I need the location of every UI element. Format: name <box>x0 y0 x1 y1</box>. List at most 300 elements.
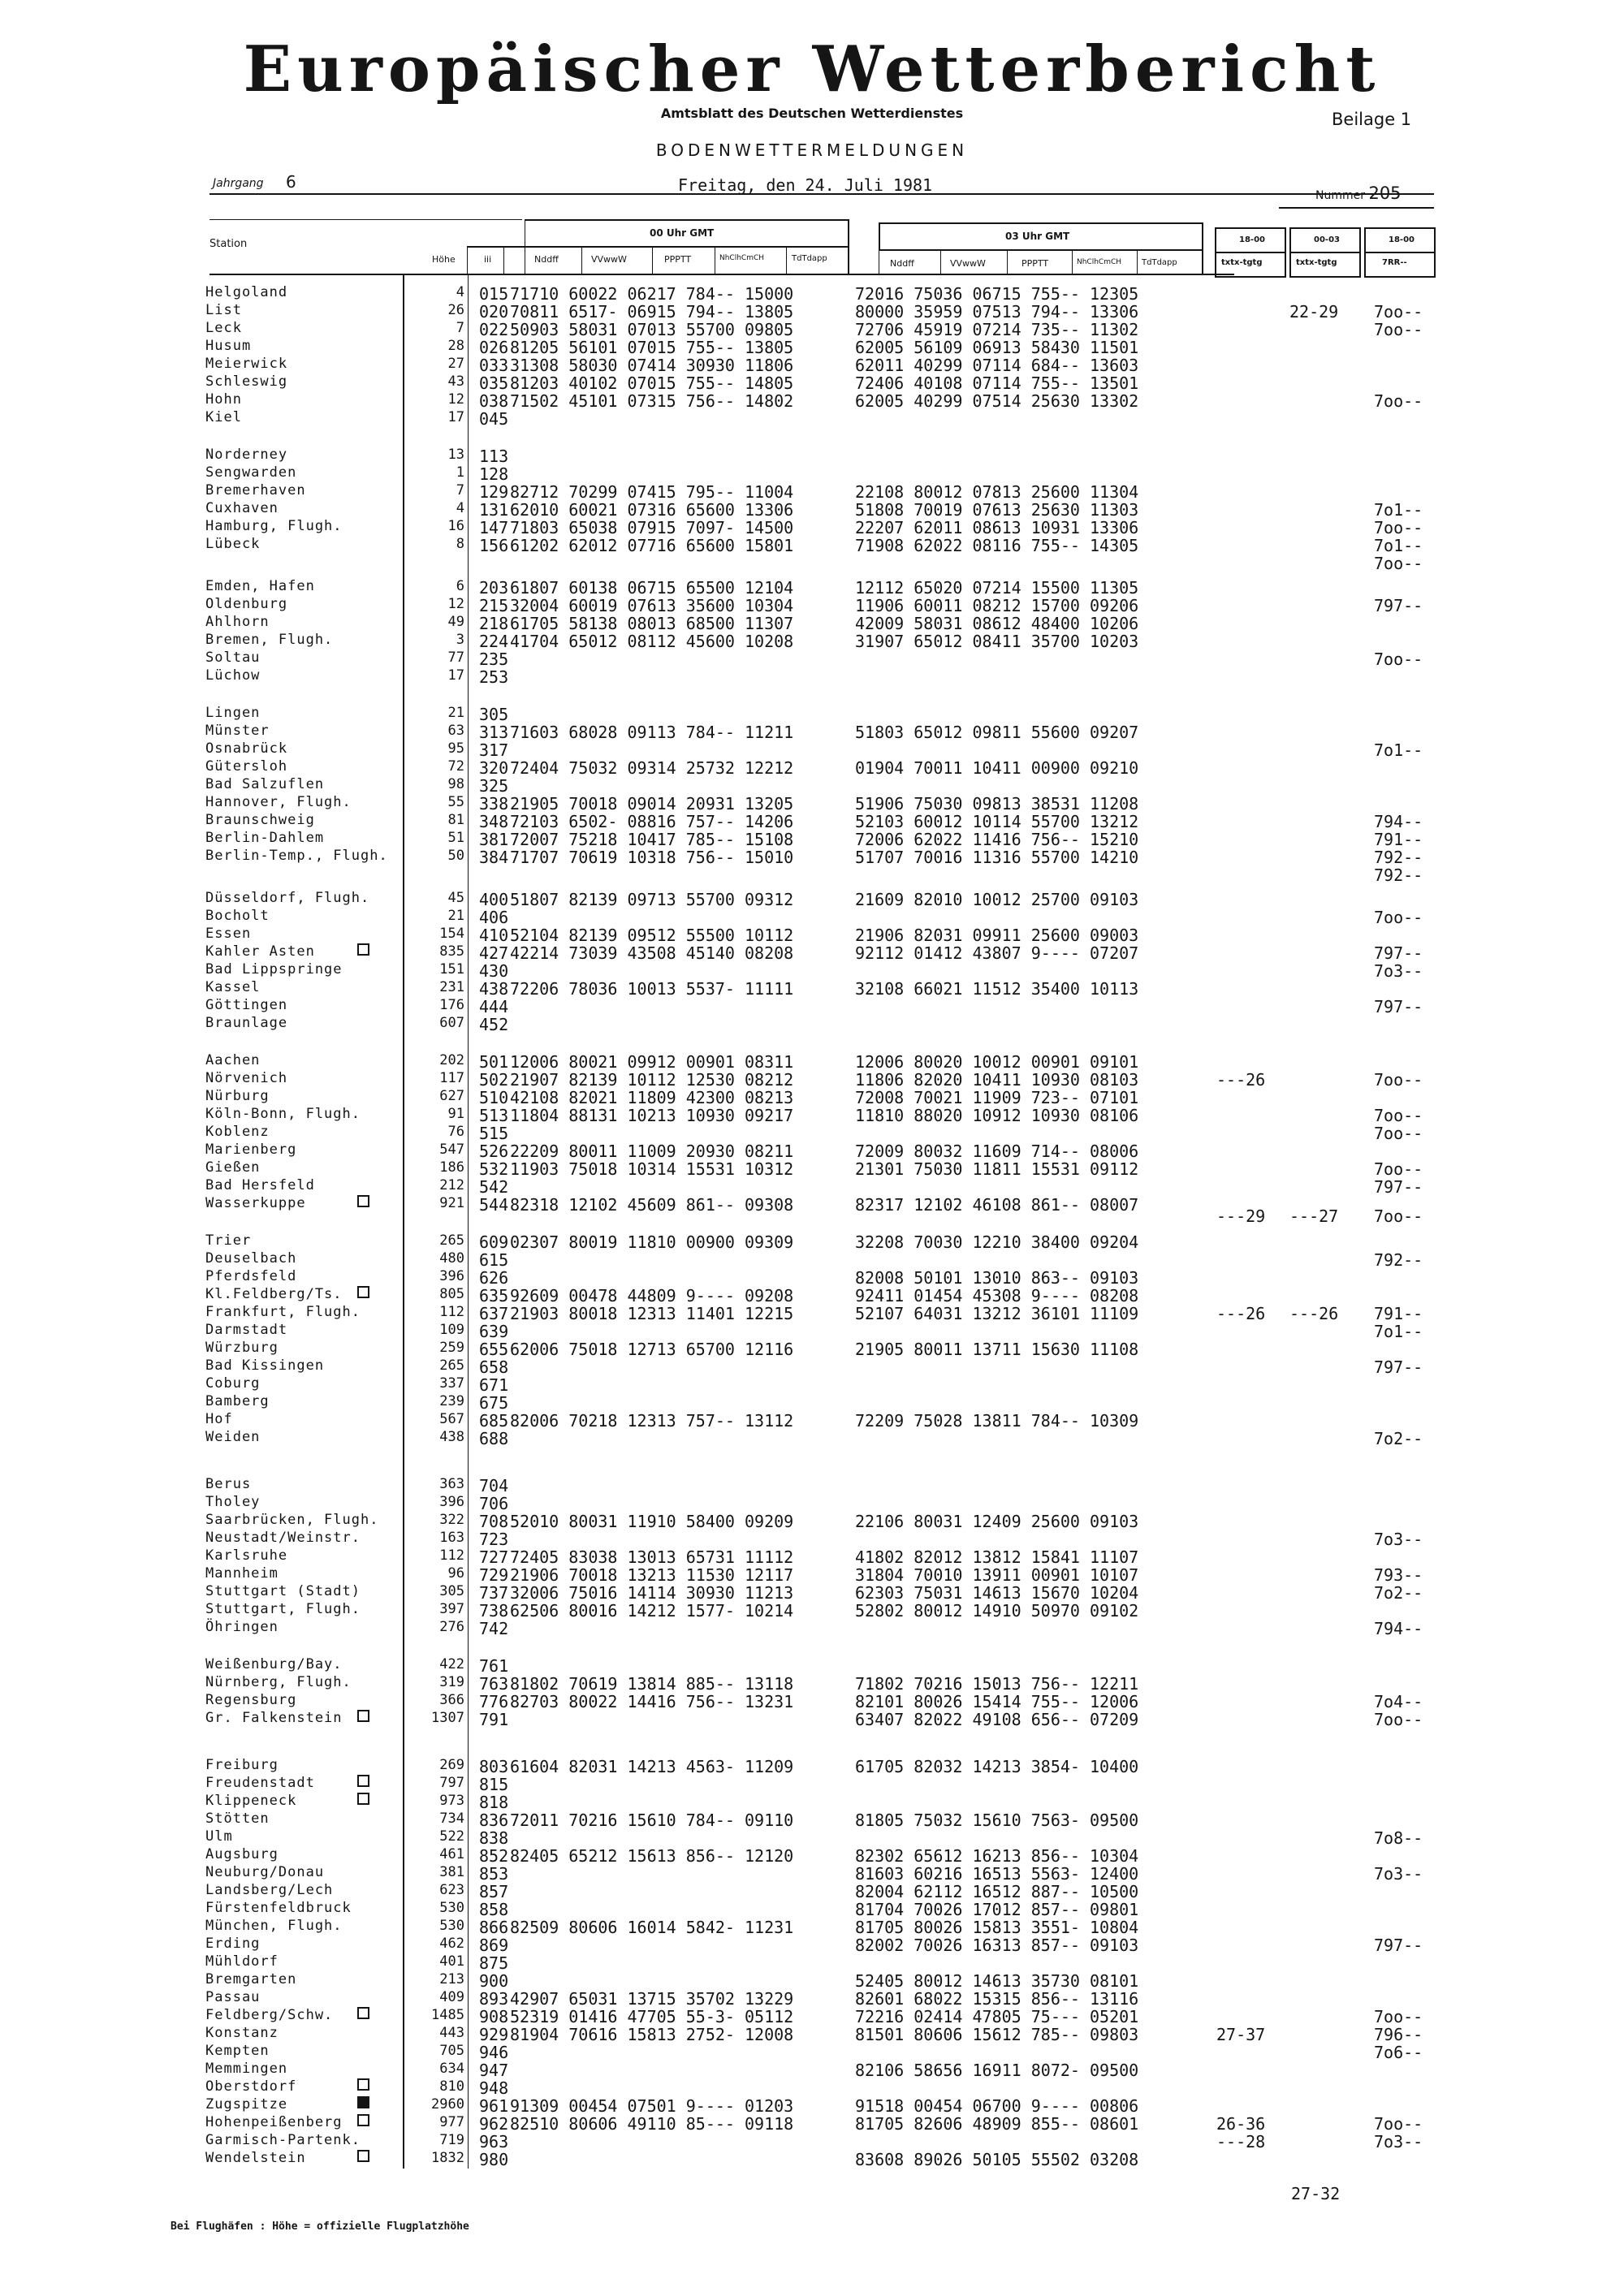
extra-3: 7o1-- <box>1374 740 1423 760</box>
table-row <box>0 482 1624 500</box>
station-id: 515 <box>479 1124 509 1143</box>
station-id: 742 <box>479 1619 509 1638</box>
station-height: 705 <box>439 2043 464 2059</box>
table-row <box>0 2025 1624 2043</box>
obs-03: 82101 80026 15414 755-- 12006 <box>855 1692 1139 1711</box>
station-height: 461 <box>439 1846 464 1862</box>
obs-03: 51906 75030 09813 38531 11208 <box>855 794 1139 814</box>
obs-00: 91309 00454 07501 9---- 01203 <box>510 2096 794 2116</box>
table-row <box>0 338 1624 356</box>
station-height: 202 <box>439 1052 464 1068</box>
obs-03: 22106 80031 12409 25600 09103 <box>855 1512 1139 1531</box>
table-row <box>0 1494 1624 1512</box>
station-id: 763 <box>479 1674 509 1694</box>
station-id: 727 <box>479 1547 509 1567</box>
obs-03: 82002 70026 16313 857-- 09103 <box>855 1936 1139 1955</box>
station-height: 443 <box>439 2025 464 2041</box>
station-name: Darmstadt <box>205 1322 288 1338</box>
station-height: 797 <box>439 1775 464 1791</box>
table-row <box>0 848 1624 865</box>
station-height: 438 <box>439 1429 464 1445</box>
station-height: 213 <box>439 1971 464 1987</box>
station-height: 231 <box>439 979 464 995</box>
station-id: 338 <box>479 794 509 814</box>
obs-03: 82008 50101 13010 863-- 09103 <box>855 1268 1139 1288</box>
obs-00: 32004 60019 07613 35600 10304 <box>510 596 794 615</box>
extra-3: 7o1-- <box>1374 500 1423 520</box>
station-name: Tholey <box>205 1494 261 1510</box>
station-name: Essen <box>205 926 252 942</box>
station-name: Oberstdorf <box>205 2078 297 2095</box>
obs-03: 63407 82022 49108 656-- 07209 <box>855 1710 1139 1729</box>
station-id: 639 <box>479 1322 509 1341</box>
station-id: 671 <box>479 1375 509 1395</box>
obs-03: 82106 58656 16911 8072- 09500 <box>855 2061 1139 2080</box>
station-height: 1485 <box>431 2007 464 2023</box>
table-row <box>0 997 1624 1015</box>
section-heading: BODENWETTERMELDUNGEN <box>655 140 969 160</box>
station-height: 16 <box>447 518 464 534</box>
table-row <box>0 1775 1624 1793</box>
station-name: Feldberg/Schw. <box>205 2007 334 2023</box>
station-height: 977 <box>439 2114 464 2130</box>
station-id: 791 <box>479 1710 509 1729</box>
station-id: 858 <box>479 1900 509 1919</box>
extra-3: 797-- <box>1374 943 1423 963</box>
extra-3: 797-- <box>1374 997 1423 1016</box>
station-id: 325 <box>479 776 509 796</box>
table-row <box>0 2078 1624 2096</box>
station-id: 542 <box>479 1177 509 1197</box>
mountain-station-icon <box>357 1286 369 1298</box>
table-row <box>0 2043 1624 2061</box>
table-row <box>0 1692 1624 1710</box>
station-height: 337 <box>439 1375 464 1392</box>
extra-3: 7o2-- <box>1374 1583 1423 1603</box>
obs-00: 71803 65038 07915 7097- 14500 <box>510 518 794 537</box>
extra-3: 7o3-- <box>1374 961 1423 981</box>
station-name: Neustadt/Weinstr. <box>205 1530 361 1546</box>
obs-03: 22207 62011 08613 10931 13306 <box>855 518 1139 537</box>
station-name: Koblenz <box>205 1124 270 1140</box>
station-name: Lübeck <box>205 536 261 552</box>
obs-03: 21301 75030 11811 15531 09112 <box>855 1159 1139 1179</box>
station-id: 836 <box>479 1810 509 1830</box>
station-height: 409 <box>439 1989 464 2005</box>
extra-3: 7o3-- <box>1374 1530 1423 1549</box>
station-name: Helgoland <box>205 284 288 300</box>
station-name: Bad Hersfeld <box>205 1177 315 1193</box>
extra-1: 27-37 <box>1216 2025 1266 2044</box>
station-name: Landsberg/Lech <box>205 1882 334 1898</box>
station-name: Erding <box>205 1936 261 1952</box>
station-name: Gr. Falkenstein <box>205 1710 343 1726</box>
station-id: 215 <box>479 596 509 615</box>
obs-00: 72206 78036 10013 5537- 11111 <box>510 979 794 999</box>
table-row <box>0 667 1624 685</box>
station-height: 805 <box>439 1286 464 1302</box>
obs-00: 11903 75018 10314 15531 10312 <box>510 1159 794 1179</box>
station-height: 397 <box>439 1601 464 1617</box>
obs-00: 52010 80031 11910 58400 09209 <box>510 1512 794 1531</box>
obs-03: 21906 82031 09911 25600 09003 <box>855 926 1139 945</box>
table-row <box>0 961 1624 979</box>
extra-3: 796-- <box>1374 2025 1423 2044</box>
extra-2: 22-29 <box>1289 302 1339 322</box>
obs-03: 41802 82012 13812 15841 11107 <box>855 1547 1139 1567</box>
extra-3: 7oo-- <box>1374 1124 1423 1143</box>
obs-03: 92112 01412 43807 9---- 07207 <box>855 943 1139 963</box>
obs-00: 82703 80022 14416 756-- 13231 <box>510 1692 794 1711</box>
station-id: 131 <box>479 500 509 520</box>
station-height: 176 <box>439 997 464 1013</box>
station-id: 737 <box>479 1583 509 1603</box>
table-row <box>0 890 1624 908</box>
obs-03: 82601 68022 15315 856-- 13116 <box>855 1989 1139 2009</box>
station-id: 502 <box>479 1070 509 1090</box>
station-name: Schleswig <box>205 373 288 390</box>
obs-03: 12112 65020 07214 15500 11305 <box>855 578 1139 598</box>
obs-00: 50903 58031 07013 55700 09805 <box>510 320 794 339</box>
station-height: 117 <box>439 1070 464 1086</box>
extra-3: 791-- <box>1374 1304 1423 1323</box>
table-row <box>0 1088 1624 1106</box>
station-id: 685 <box>479 1411 509 1431</box>
obs-00: 21905 70018 09014 20931 13205 <box>510 794 794 814</box>
mountain-station-icon <box>357 1710 369 1722</box>
table-row <box>0 1268 1624 1286</box>
station-name: Lüchow <box>205 667 261 684</box>
station-id: 706 <box>479 1494 509 1513</box>
station-height: 2960 <box>431 2096 464 2113</box>
station-id: 704 <box>479 1476 509 1495</box>
obs-00: 61604 82031 14213 4563- 11209 <box>510 1757 794 1776</box>
jahrgang-label: Jahrgang <box>213 177 264 190</box>
station-id: 635 <box>479 1286 509 1306</box>
station-id: 400 <box>479 890 509 909</box>
station-height: 1 <box>456 464 464 481</box>
extra-1: ---29 <box>1216 1206 1266 1226</box>
station-height: 623 <box>439 1882 464 1898</box>
time-03-label: 03 Uhr GMT <box>1005 231 1070 242</box>
sub03-dew: TdTdapp <box>1142 258 1177 267</box>
obs-00: 22209 80011 11009 20930 08211 <box>510 1142 794 1161</box>
station-name: Nörvenich <box>205 1070 288 1086</box>
table-row <box>0 1476 1624 1494</box>
extra-3: 792-- <box>1374 865 1423 885</box>
extra-3: 7o6-- <box>1374 2043 1423 2062</box>
obs-00: 42108 82021 11809 42300 08213 <box>510 1088 794 1107</box>
table-row <box>0 1864 1624 1882</box>
table-row <box>0 1393 1624 1411</box>
station-id: 857 <box>479 1882 509 1901</box>
station-id: 532 <box>479 1159 509 1179</box>
table-row <box>0 650 1624 667</box>
station-name: Garmisch-Partenk. <box>205 2132 361 2148</box>
obs-03: 62005 56109 06913 58430 11501 <box>855 338 1139 357</box>
table-row <box>0 1846 1624 1864</box>
station-name: Wasserkuppe <box>205 1195 306 1211</box>
station-height: 530 <box>439 1918 464 1934</box>
obs-03: 72209 75028 13811 784-- 10309 <box>855 1411 1139 1431</box>
station-id: 022 <box>479 320 509 339</box>
obs-03: 82302 65612 16213 856-- 10304 <box>855 1846 1139 1866</box>
extra-1: ---28 <box>1216 2132 1266 2151</box>
extra-3: 7oo-- <box>1374 1206 1423 1226</box>
station-name: Leck <box>205 320 242 336</box>
station-height: 607 <box>439 1015 464 1031</box>
station-id: 313 <box>479 723 509 742</box>
table-row <box>0 723 1624 740</box>
station-height: 151 <box>439 961 464 978</box>
extra-3: 7oo-- <box>1374 1159 1423 1179</box>
obs-00: 62506 80016 14212 1577- 10214 <box>510 1601 794 1621</box>
station-height: 719 <box>439 2132 464 2148</box>
obs-03: 72006 62022 11416 756-- 15210 <box>855 830 1139 849</box>
station-id: 838 <box>479 1828 509 1848</box>
station-name: Bad Lippspringe <box>205 961 343 978</box>
station-id: 852 <box>479 1846 509 1866</box>
extra-bot-1: txtx-tgtg <box>1221 258 1263 267</box>
table-row <box>0 391 1624 409</box>
station-id: 406 <box>479 908 509 927</box>
mountain-station-icon <box>357 1195 369 1207</box>
table-row <box>0 2132 1624 2150</box>
obs-00: 71707 70619 10318 756-- 15010 <box>510 848 794 867</box>
station-id: 818 <box>479 1793 509 1812</box>
sub00-vvwww: VVwwW <box>591 254 627 265</box>
station-height: 12 <box>447 391 464 408</box>
station-id: 381 <box>479 830 509 849</box>
obs-00: 71710 60022 06217 784-- 15000 <box>510 284 794 304</box>
table-row <box>0 1810 1624 1828</box>
station-name: Hamburg, Flugh. <box>205 518 343 534</box>
obs-03: 62303 75031 14613 15670 10204 <box>855 1583 1139 1603</box>
sub03-ppptt: PPPTT <box>1021 258 1049 269</box>
obs-00: 21903 80018 12313 11401 12215 <box>510 1304 794 1323</box>
obs-03: 62011 40299 07114 684-- 13603 <box>855 356 1139 375</box>
station-name: Bamberg <box>205 1393 270 1409</box>
obs-03: 31907 65012 08411 35700 10203 <box>855 632 1139 651</box>
mountain-station-filled-icon <box>357 2096 369 2108</box>
obs-00: 82712 70299 07415 795-- 11004 <box>510 482 794 502</box>
extra-top-3: 18-00 <box>1389 235 1415 244</box>
obs-03: 51803 65012 09811 55600 09207 <box>855 723 1139 742</box>
station-id: 348 <box>479 812 509 831</box>
station-height: 269 <box>439 1757 464 1773</box>
station-height: 265 <box>439 1232 464 1249</box>
station-height: 12 <box>447 596 464 612</box>
station-id: 738 <box>479 1601 509 1621</box>
station-height: 363 <box>439 1476 464 1492</box>
station-name: Meierwick <box>205 356 288 372</box>
page-title: Europäischer Wetterbericht <box>243 32 1381 106</box>
station-name: Bad Kissingen <box>205 1357 325 1374</box>
station-id: 729 <box>479 1565 509 1585</box>
station-name: Hohenpeißenberg <box>205 2114 343 2130</box>
station-name: Soltau <box>205 650 261 666</box>
table-row <box>0 1250 1624 1268</box>
table-row <box>0 794 1624 812</box>
station-name: Frankfurt, Flugh. <box>205 1304 361 1320</box>
table-row <box>0 500 1624 518</box>
station-name: Pferdsfeld <box>205 1268 297 1284</box>
extra-3: 7oo-- <box>1374 320 1423 339</box>
station-name: Fürstenfeldbruck <box>205 1900 352 1916</box>
table-row <box>0 1411 1624 1429</box>
station-height: 212 <box>439 1177 464 1193</box>
station-name: Bremerhaven <box>205 482 306 498</box>
station-name: Konstanz <box>205 2025 279 2041</box>
obs-00: 81205 56101 07015 755-- 13805 <box>510 338 794 357</box>
station-height: 77 <box>447 650 464 666</box>
sub00-clouds: NhClhCmCH <box>719 254 765 262</box>
table-row <box>0 776 1624 794</box>
station-id: 513 <box>479 1106 509 1125</box>
station-name: Emden, Hafen <box>205 578 315 594</box>
station-id: 980 <box>479 2150 509 2169</box>
station-id: 128 <box>479 464 509 484</box>
station-id: 947 <box>479 2061 509 2080</box>
station-id: 761 <box>479 1656 509 1676</box>
station-name: Augsburg <box>205 1846 279 1862</box>
obs-00: 70811 6517- 06915 794-- 13805 <box>510 302 794 322</box>
time-00-label: 00 Uhr GMT <box>650 227 715 239</box>
station-name: Berus <box>205 1476 252 1492</box>
extra-3: 7o4-- <box>1374 1692 1423 1711</box>
station-id: 946 <box>479 2043 509 2062</box>
station-name: Passau <box>205 1989 261 2005</box>
obs-00: 21906 70018 13213 11530 12117 <box>510 1565 794 1585</box>
obs-03: 81805 75032 15610 7563- 09500 <box>855 1810 1139 1830</box>
obs-03: 72016 75036 06715 755-- 12305 <box>855 284 1139 304</box>
station-height: 55 <box>447 794 464 810</box>
sub03-clouds: NhClhCmCH <box>1077 258 1122 266</box>
station-name: Husum <box>205 338 252 354</box>
station-height: 112 <box>439 1547 464 1564</box>
station-name: Freiburg <box>205 1757 279 1773</box>
station-height: 109 <box>439 1322 464 1338</box>
obs-00: 42907 65031 13715 35702 13229 <box>510 1989 794 2009</box>
station-name: Öhringen <box>205 1619 279 1635</box>
station-height: 51 <box>447 830 464 846</box>
obs-00: 32006 75016 14114 30930 11213 <box>510 1583 794 1603</box>
obs-00: 81904 70616 15813 2752- 12008 <box>510 2025 794 2044</box>
station-name: Saarbrücken, Flugh. <box>205 1512 379 1528</box>
col-station: Station <box>209 238 248 250</box>
station-name: Klippeneck <box>205 1793 297 1809</box>
table-row <box>0 908 1624 926</box>
station-id: 961 <box>479 2096 509 2116</box>
station-height: 49 <box>447 614 464 630</box>
obs-03: 71802 70216 15013 756-- 12211 <box>855 1674 1139 1694</box>
station-height: 322 <box>439 1512 464 1528</box>
table-row <box>0 596 1624 614</box>
station-id: 875 <box>479 1953 509 1973</box>
extra-2: ---27 <box>1289 1206 1339 1226</box>
table-row <box>0 356 1624 373</box>
extra-3: 792-- <box>1374 848 1423 867</box>
obs-03: 11906 60011 08212 15700 09206 <box>855 596 1139 615</box>
station-name: Wendelstein <box>205 2150 306 2166</box>
table-row <box>0 2007 1624 2025</box>
station-name: Ahlhorn <box>205 614 270 630</box>
obs-00: 72404 75032 09314 25732 12212 <box>510 758 794 778</box>
station-id: 510 <box>479 1088 509 1107</box>
station-height: 163 <box>439 1530 464 1546</box>
table-row <box>0 373 1624 391</box>
extra-3: 797-- <box>1374 1357 1423 1377</box>
extra-1: 26-36 <box>1216 2114 1266 2134</box>
extra-3: 7oo-- <box>1374 391 1423 411</box>
station-id: 853 <box>479 1864 509 1884</box>
obs-00: 62006 75018 12713 65700 12116 <box>510 1340 794 1359</box>
station-name: Oldenburg <box>205 596 288 612</box>
station-id: 609 <box>479 1232 509 1252</box>
station-name: Osnabrück <box>205 740 288 757</box>
station-height: 305 <box>439 1583 464 1599</box>
table-row <box>0 554 1624 572</box>
nummer-label: Nummer <box>1315 189 1365 202</box>
station-name: Bremgarten <box>205 1971 297 1987</box>
station-height: 396 <box>439 1494 464 1510</box>
table-row <box>0 1882 1624 1900</box>
station-height: 734 <box>439 1810 464 1827</box>
obs-03: 80000 35959 07513 794-- 13306 <box>855 302 1139 322</box>
table-row <box>0 1601 1624 1619</box>
station-height: 4 <box>456 500 464 516</box>
obs-03: 51808 70019 07613 25630 11303 <box>855 500 1139 520</box>
table-row <box>0 1124 1624 1142</box>
table-row <box>0 1793 1624 1810</box>
obs-03: 51707 70016 11316 55700 14210 <box>855 848 1139 867</box>
mountain-station-icon <box>357 2150 369 2162</box>
station-name: Gütersloh <box>205 758 288 775</box>
obs-03: 92411 01454 45308 9---- 08208 <box>855 1286 1139 1306</box>
station-id: 626 <box>479 1268 509 1288</box>
obs-03: 31804 70010 13911 00901 10107 <box>855 1565 1139 1585</box>
extra-3: 7oo-- <box>1374 2114 1423 2134</box>
station-id: 815 <box>479 1775 509 1794</box>
station-name: Mannheim <box>205 1565 279 1582</box>
obs-00: 72103 6502- 08816 757-- 14206 <box>510 812 794 831</box>
sub00-ppptt: PPPTT <box>664 254 692 265</box>
obs-00: 12006 80021 09912 00901 08311 <box>510 1052 794 1072</box>
station-id: 305 <box>479 705 509 724</box>
table-row <box>0 2061 1624 2078</box>
station-height: 401 <box>439 1953 464 1970</box>
station-height: 366 <box>439 1692 464 1708</box>
extra-3: 792-- <box>1374 1250 1423 1270</box>
station-height: 7 <box>456 320 464 336</box>
obs-00: 42214 73039 43508 45140 08208 <box>510 943 794 963</box>
table-row <box>0 1674 1624 1692</box>
sub03-vvwww: VVwwW <box>950 258 986 269</box>
extra-3: 794-- <box>1374 1619 1423 1638</box>
station-name: Cuxhaven <box>205 500 279 516</box>
station-height: 7 <box>456 482 464 498</box>
station-height: 276 <box>439 1619 464 1635</box>
station-height: 186 <box>439 1159 464 1176</box>
station-height: 96 <box>447 1565 464 1582</box>
station-id: 708 <box>479 1512 509 1531</box>
extra-bot-3: 7RR-- <box>1382 258 1407 267</box>
station-id: 026 <box>479 338 509 357</box>
station-height: 319 <box>439 1674 464 1690</box>
obs-03: 72406 40108 07114 755-- 13501 <box>855 373 1139 393</box>
table-row <box>0 2114 1624 2132</box>
obs-00: 82509 80606 16014 5842- 11231 <box>510 1918 794 1937</box>
